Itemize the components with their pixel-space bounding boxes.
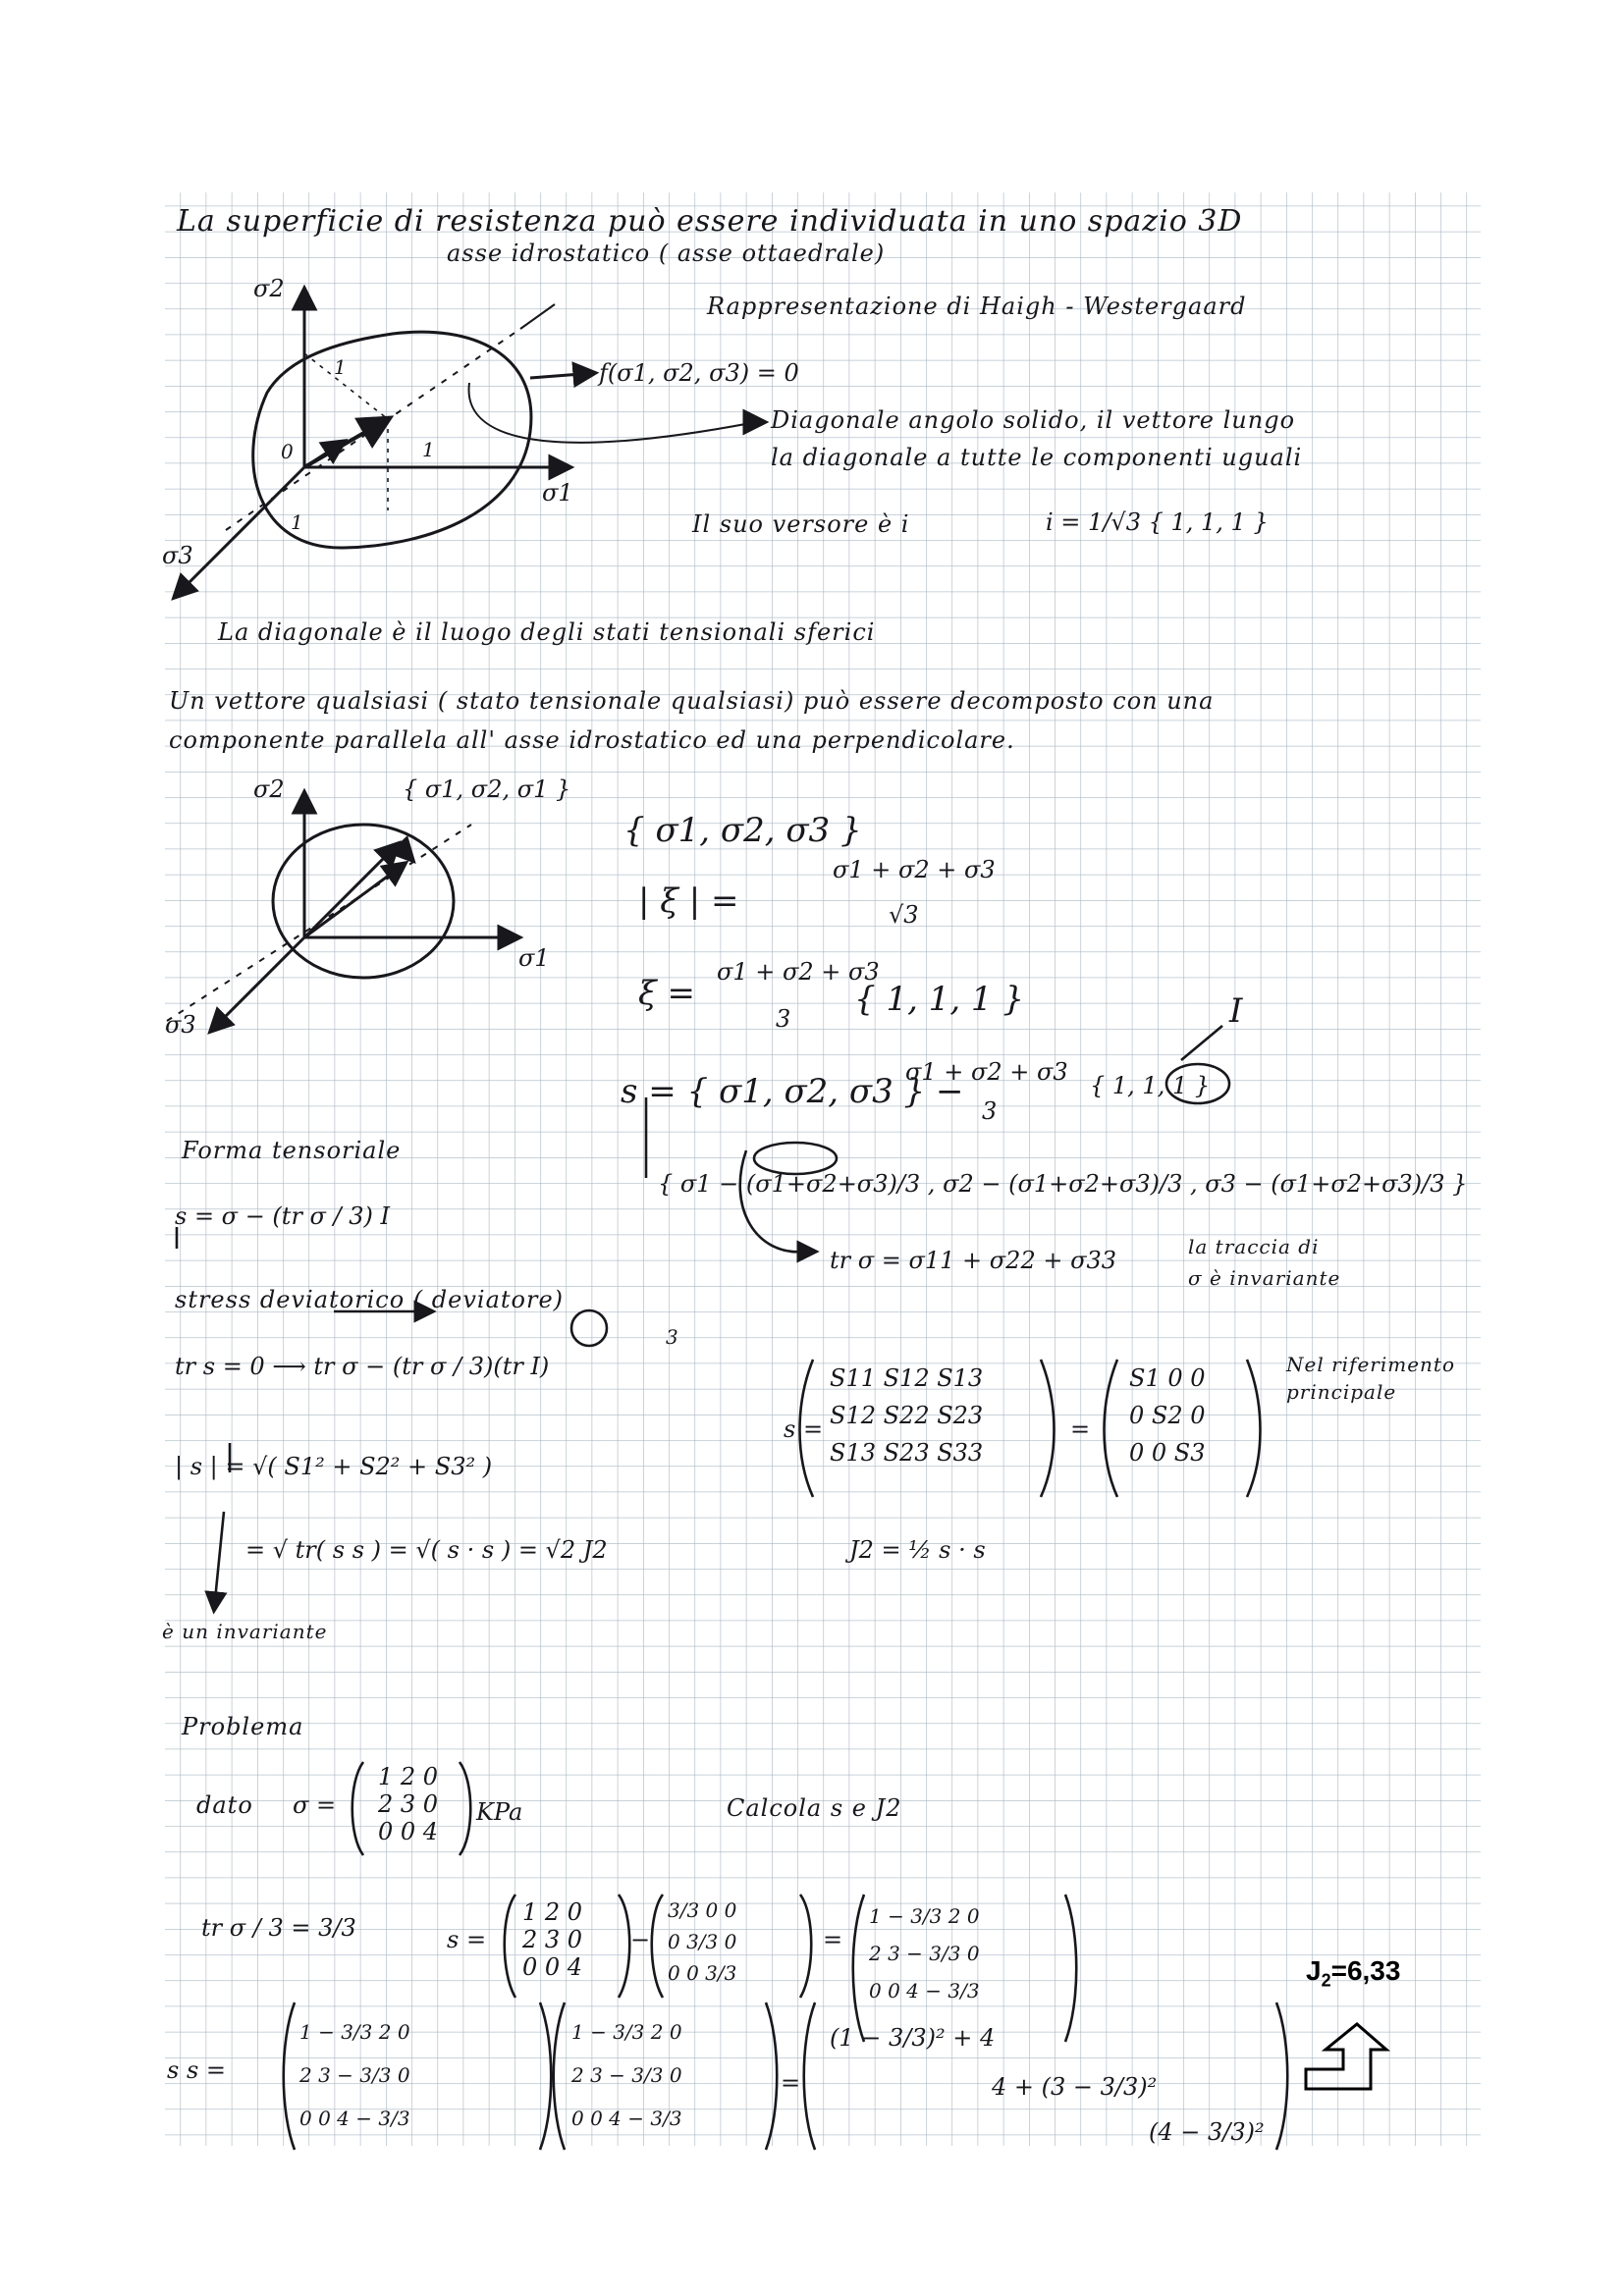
invariant-note: è un invariante <box>162 1620 328 1643</box>
representation-title: Rappresentazione di Haigh - Westergaard <box>707 293 1247 320</box>
versor-equation: i = 1/√3 { 1, 1, 1 } <box>1046 508 1269 536</box>
tick-1-sigma1: 1 <box>422 438 435 461</box>
ss-result-2: 4 + (3 − 3/3)² <box>992 2073 1158 2101</box>
deviator-vector-eq: s = { σ1, σ2, σ3 } − <box>621 1072 964 1111</box>
axis-sigma2-label-2: σ2 <box>253 775 285 803</box>
sigma-symbol: σ = <box>293 1791 337 1819</box>
j2-answer-subscript: 2 <box>1321 1970 1331 1991</box>
ss-matrix-2 <box>571 2020 682 2130</box>
yield-surface-equation: f(σ1, σ2, σ3) = 0 <box>599 359 799 387</box>
tick-1-sigma3: 1 <box>291 510 303 534</box>
matrix-row: 0 S2 0 <box>1129 1402 1206 1429</box>
stress-unit: KPa <box>476 1798 523 1826</box>
equals-sign: = <box>1070 1415 1091 1443</box>
deviator-denominator: 3 <box>982 1097 998 1125</box>
matrix-row: 0 0 4 <box>378 1818 439 1845</box>
xi-label: ξ = <box>638 974 696 1013</box>
principal-note-line2: principale <box>1286 1380 1397 1404</box>
matrix-row: 0 0 4 − 3/3 <box>299 2107 410 2130</box>
deviator-modulus: | s | = √( S1² + S2² + S3² ) <box>175 1453 493 1480</box>
xi-denominator: 3 <box>776 1005 791 1033</box>
deviator-matrix-symbol: s = <box>784 1415 824 1443</box>
identity-tensor-label: I <box>1229 991 1243 1031</box>
trace-ratio: tr σ / 3 = 3/3 <box>201 1914 356 1942</box>
j2-definition: J2 = ½ s · s <box>849 1536 986 1564</box>
matrix-row: 1 2 0 <box>378 1763 439 1790</box>
deviator-unit-set: { 1, 1, 1 } <box>1090 1072 1211 1099</box>
matrix-row: 1 − 3/3 2 0 <box>299 2020 410 2044</box>
matrix-row: 2 3 0 <box>378 1790 439 1818</box>
deviator-calc-symbol: s = <box>447 1926 487 1953</box>
spherical-states-line: La diagonale è il luogo degli stati tensionali sferici <box>218 618 876 646</box>
deviator-expansion: { σ1 − (σ1+σ2+σ3)/3 , σ2 − (σ1+σ2+σ3)/3 , σ3 − (σ1+σ2+σ3)/3 } <box>658 1170 1468 1198</box>
axis-sigma2-label: σ2 <box>253 275 285 302</box>
trace-definition: tr σ = σ11 + σ22 + σ33 <box>830 1247 1116 1274</box>
matrix-row: 1 − 3/3 2 0 <box>571 2020 682 2044</box>
matrix-row: 0 0 4 <box>522 1953 583 1981</box>
hydrostatic-axis-label: asse idrostatico ( asse ottaedrale) <box>447 240 886 267</box>
deviator-calc-matrix-c <box>869 1904 980 2002</box>
matrix-row: 0 0 4 − 3/3 <box>571 2107 682 2130</box>
matrix-row: S13 S23 S33 <box>830 1439 984 1467</box>
matrix-row: 2 3 0 <box>522 1926 583 1953</box>
matrix-row: 2 3 − 3/3 0 <box>299 2063 410 2087</box>
trace-note-line2: σ è invariante <box>1188 1266 1341 1290</box>
xi-modulus-denominator: √3 <box>889 901 919 929</box>
ss-symbol: s s = <box>167 2056 226 2084</box>
axis-sigma3-label: σ3 <box>162 542 193 569</box>
xi-modulus-label: | ξ | = <box>638 881 739 921</box>
matrix-row: S11 S12 S13 <box>830 1364 984 1392</box>
trace-note-line1: la traccia di <box>1188 1235 1320 1258</box>
principal-note-line1: Nel riferimento <box>1286 1353 1456 1376</box>
deviator-numerator: σ1 + σ2 + σ3 <box>905 1058 1068 1086</box>
principal-deviator-matrix <box>1129 1364 1206 1467</box>
deviator-trace-eq: tr s = 0 ⟶ tr σ − (tr σ / 3)(tr I) <box>175 1353 550 1380</box>
deviator-calc-matrix-a <box>522 1898 582 1981</box>
trace-identity-value: 3 <box>666 1325 678 1349</box>
equals-sign: = <box>823 1926 843 1953</box>
origin-label: 0 <box>281 440 294 463</box>
tick-1-sigma2: 1 <box>334 355 347 379</box>
equals-sign: = <box>781 2069 801 2097</box>
j2-answer <box>1306 1955 1400 1992</box>
minus-sign: − <box>630 1926 651 1953</box>
axis-sigma3-label-2: σ3 <box>165 1011 196 1039</box>
ss-result-3: (4 − 3/3)² <box>1149 2118 1265 2146</box>
stress-set: { σ1, σ2, σ3 } <box>623 811 862 850</box>
diagonal-note-line1: Diagonale angolo solido, il vettore lungo <box>771 406 1296 434</box>
deviator-matrix <box>830 1364 983 1467</box>
axis-sigma1-label-2: σ1 <box>518 944 550 972</box>
j2-answer-value: =6,33 <box>1330 1955 1401 1986</box>
xi-numerator: σ1 + σ2 + σ3 <box>717 958 880 986</box>
matrix-row: 1 − 3/3 2 0 <box>869 1904 980 1928</box>
vector-components-label: { σ1, σ2, σ1 } <box>403 775 571 803</box>
matrix-row: 0 0 4 − 3/3 <box>869 1979 980 2002</box>
matrix-row: S1 0 0 <box>1129 1364 1206 1392</box>
tensor-form-title: Forma tensoriale <box>182 1137 402 1164</box>
given-label: dato <box>196 1791 253 1819</box>
deviator-tensor-eq: s = σ − (tr σ / 3) I <box>175 1202 391 1230</box>
matrix-row: 0 3/3 0 <box>668 1930 737 1953</box>
deviator-modulus-2: = √ tr( s s ) = √( s · s ) = √2 J2 <box>245 1536 608 1564</box>
axis-sigma1-label: σ1 <box>542 479 573 507</box>
matrix-row: 3/3 0 0 <box>668 1898 737 1922</box>
diagonal-note-line2: la diagonale a tutte le componenti uguali <box>771 444 1303 471</box>
deviator-calc-matrix-b <box>668 1898 736 1985</box>
xi-modulus-numerator: σ1 + σ2 + σ3 <box>833 856 996 883</box>
ss-matrix-1 <box>299 2020 410 2130</box>
decomposition-line1: Un vettore qualsiasi ( stato tensionale qualsiasi) può essere decomposto con una <box>169 687 1215 715</box>
ss-result-1: (1 − 3/3)² + 4 <box>830 2024 996 2052</box>
versor-label: Il suo versore è i <box>692 510 910 538</box>
decomposition-line2: componente parallela all' asse idrostatico ed una perpendicolare. <box>169 726 1015 754</box>
matrix-row: 2 3 − 3/3 0 <box>571 2063 682 2087</box>
deviator-name: stress deviatorico ( deviatore) <box>175 1286 565 1313</box>
matrix-row: 1 2 0 <box>522 1898 583 1926</box>
intro-line: La superficie di resistenza può essere individuata in uno spazio 3D <box>177 204 1243 239</box>
j2-answer-symbol: J <box>1306 1955 1322 1986</box>
problem-title: Problema <box>182 1713 304 1740</box>
matrix-row: S12 S22 S23 <box>830 1402 984 1429</box>
matrix-row: 0 0 3/3 <box>668 1961 737 1985</box>
sigma-matrix <box>378 1763 438 1845</box>
xi-unit-set: { 1, 1, 1 } <box>854 980 1025 1019</box>
matrix-row: 2 3 − 3/3 0 <box>869 1942 980 1965</box>
matrix-row: 0 0 S3 <box>1129 1439 1206 1467</box>
problem-ask: Calcola s e J2 <box>727 1794 902 1822</box>
